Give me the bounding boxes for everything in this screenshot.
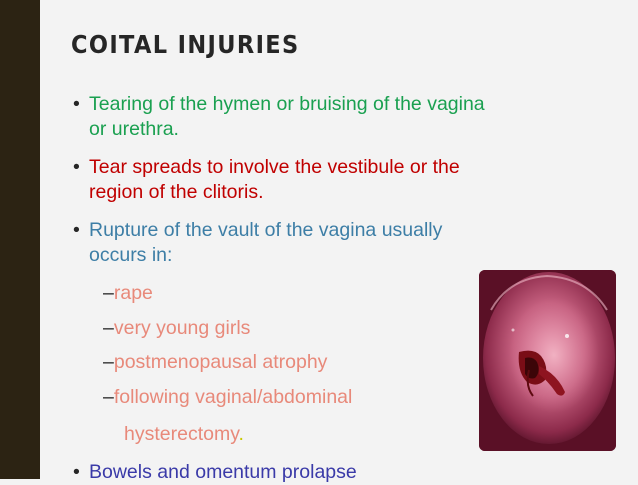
sub-item-continuation-period: .	[238, 423, 244, 445]
bullet-3-line-2: occurs in:	[89, 244, 173, 266]
sub-item-text: postmenopausal atrophy	[113, 351, 328, 373]
sub-item-rape	[103, 281, 153, 306]
bullet-dot: •	[73, 156, 80, 178]
sub-item-text: very young girls	[113, 317, 251, 339]
bullet-2-line-2: region of the clitoris.	[89, 181, 264, 203]
bullet-2-line-1: Tear spreads to involve the vestibule or the	[89, 156, 460, 178]
sub-item-dash: –	[103, 351, 114, 373]
sub-item-postmenopausal-atrophy	[103, 350, 327, 375]
bullet-1-line-2: or urethra.	[89, 118, 179, 140]
bullet-dot: •	[73, 219, 80, 241]
clinical-photo	[479, 270, 616, 451]
sub-item-dash: –	[103, 317, 114, 339]
slide-title: COITAL INJURIES	[71, 30, 300, 59]
bullet-4-line-1: Bowels and omentum prolapse	[89, 461, 357, 483]
bullet-dot: •	[73, 93, 80, 115]
sub-item-continuation-text: hysterectomy	[124, 423, 239, 445]
bullet-1-line-1: Tearing of the hymen or bruising of the vagina	[89, 93, 485, 115]
sub-item-dash: –	[103, 282, 114, 304]
bullet-dot: •	[73, 461, 80, 483]
sub-item-very-young-girls	[103, 316, 250, 341]
slide-sidebar	[0, 0, 40, 479]
sub-item-following-hysterectomy	[103, 385, 352, 410]
sub-item-text: rape	[113, 282, 153, 304]
sub-item-text: following vaginal/abdominal	[113, 386, 353, 408]
clinical-photo-image	[479, 270, 616, 451]
bullet-3-line-1: Rupture of the vault of the vagina usually	[89, 219, 443, 241]
sub-item-dash: –	[103, 386, 114, 408]
sub-item-continuation	[124, 422, 244, 447]
